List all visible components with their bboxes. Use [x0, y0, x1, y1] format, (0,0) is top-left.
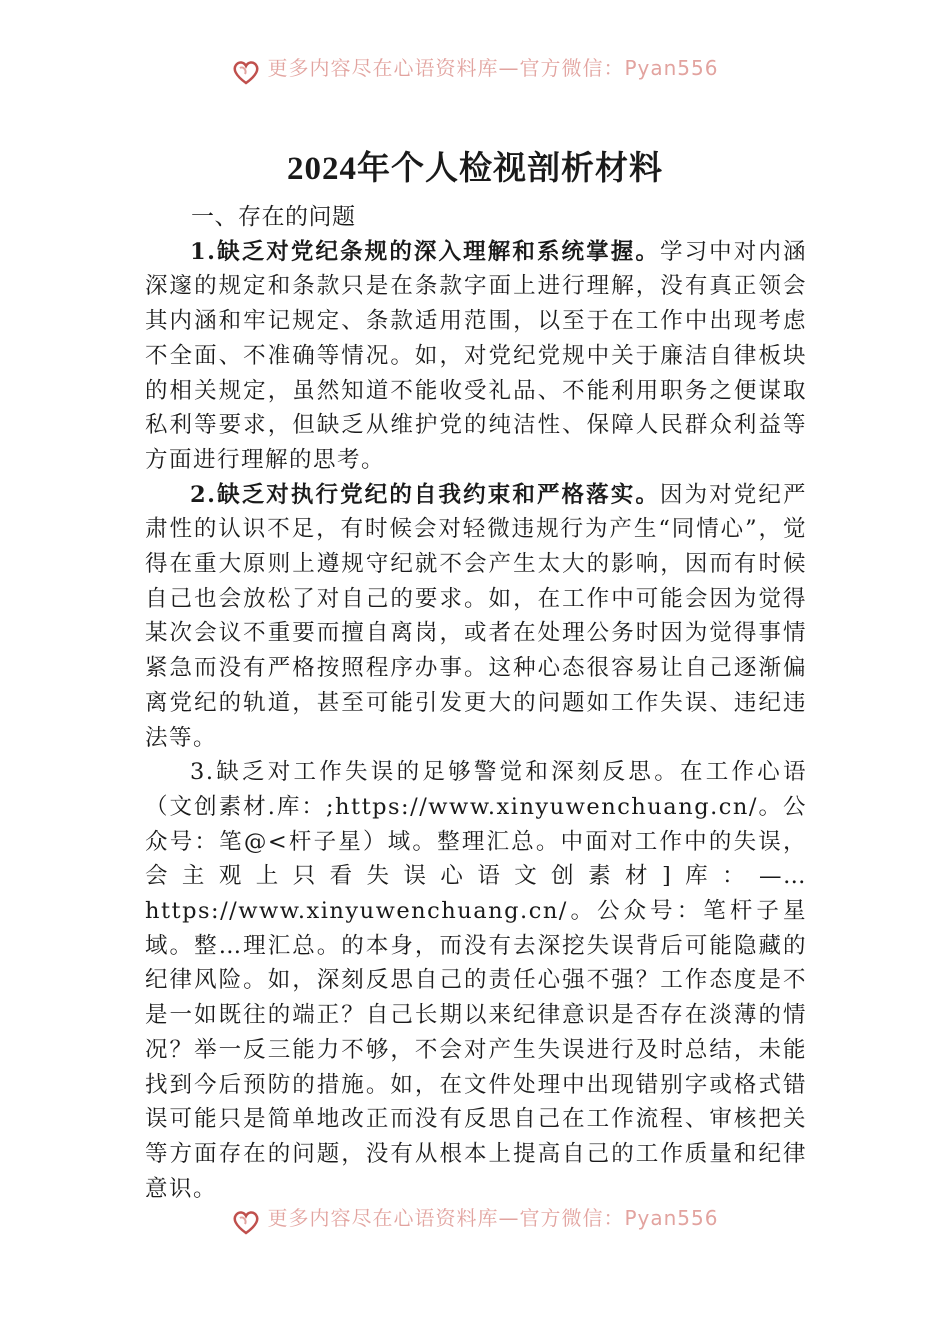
watermark-text: 更多内容尽在心语资料库—官方微信：Pyan556 — [267, 1205, 719, 1230]
page-title: 2024年个人检视剖析材料 — [287, 151, 663, 187]
paragraph-3 — [145, 755, 807, 1206]
watermark-text: 更多内容尽在心语资料库—官方微信：Pyan556 — [267, 55, 719, 80]
watermark-banner-bottom — [0, 1202, 950, 1242]
document-body — [145, 200, 807, 1206]
paragraph-1-body: 学习中对内涵深邃的规定和条款只是在条款字面上进行理解，没有真正领会其内涵和牢记规定、条款适用范围，以至于在工作中出现考虑不全面、不准确等情况。如，对党纪党规中关于廉洁自律板块的相关规定，虽然知道不能收受礼品、不能利用职务之便谋取私利等要求，但缺乏从维护党的纯洁性、保障人民群众利益等方面进行理解的思考。 — [145, 238, 807, 473]
paragraph-1-lead: 1.缺乏对党纪条规的深入理解和系统掌握。 — [190, 238, 660, 265]
paragraph-3-body: 3.缺乏对工作失误的足够警觉和深刻反思。在工作心语（文创素材.库：;https://www.xinyuwenchuang.cn/。公众号：笔@<杆子星）域。整理汇总。中面对工作中的失误，会主观上只看失误心语文创素材]库：—…https://www.xinyuwenchuang.cn/。公众号：笔杆子星域。整…理汇总。的本身，而没有去深挖失误背后可能隐藏的纪律风险。如，深刻反思自己的责任心强不强？工作态度是不是一如既往的端正？自己长期以来纪律意识是否存在淡薄的情况？举一反三能力不够，不会对产生失误进行及时总结，未能找到今后预防的措施。如，在文件处理中出现错别字或格式错误可能只是简单地改正而没有反思自己在工作流程、审核把关等方面存在的问题，没有从根本上提高自己的工作质量和纪律意识。 — [145, 759, 807, 1202]
heart-swirl-logo-icon — [231, 1208, 261, 1236]
heart-swirl-logo-icon — [231, 58, 261, 86]
paragraph-1 — [145, 235, 807, 478]
section-heading: 一、存在的问题 — [191, 204, 356, 230]
watermark-banner-top — [0, 52, 950, 92]
paragraph-2-body: 因为对党纪严肃性的认识不足，有时候会对轻微违规行为产生“同情心”，觉得在重大原则上遵规守纪就不会产生太大的影响，因而有时候自己也会放松了对自己的要求。如，在工作中可能会因为觉得某次会议不重要而擅自离岗，或者在处理公务时因为觉得事情紧急而没有严格按照程序办事。这种心态很容易让自己逐渐偏离党纪的轨道，甚至可能引发更大的问题如工作失误、违纪违法等。 — [145, 481, 807, 751]
paragraph-2-lead: 2.缺乏对执行党纪的自我约束和严格落实。 — [190, 481, 660, 508]
paragraph-2 — [145, 478, 807, 756]
